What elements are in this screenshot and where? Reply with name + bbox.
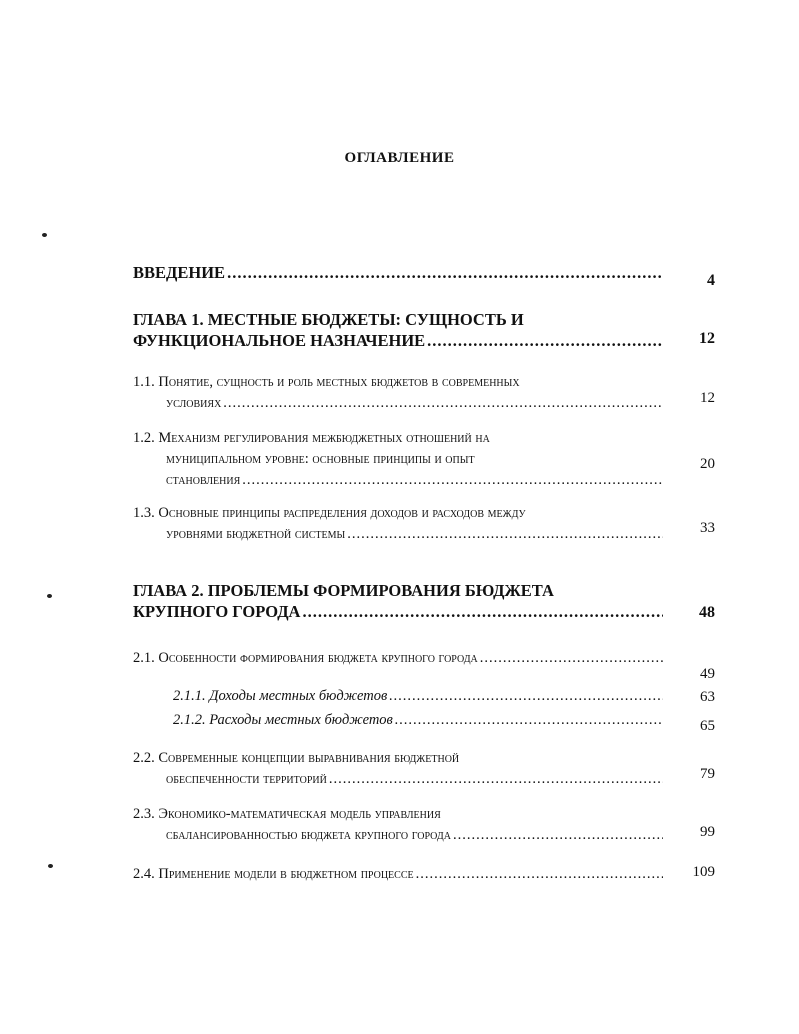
- leader-dots: [453, 825, 663, 846]
- toc-page-number: 65: [700, 718, 715, 734]
- toc-page-number: 79: [700, 766, 715, 782]
- toc-page-number: 4: [707, 272, 715, 289]
- toc-label: 1.2. Механизм регулирования межбюджетных отношений на: [133, 430, 490, 446]
- toc-page-number: 33: [700, 520, 715, 536]
- leader-dots: [302, 601, 663, 622]
- toc-label: 2.2. Современные концепции выравнивания бюджетной: [133, 750, 460, 766]
- toc-label: ГЛАВА 1. МЕСТНЫЕ БЮДЖЕТЫ: СУЩНОСТЬ И: [133, 310, 524, 329]
- toc-page-number: 99: [700, 824, 715, 840]
- toc-label: КРУПНОГО ГОРОДА: [133, 602, 301, 621]
- toc-page-number: 109: [692, 864, 715, 880]
- toc-page-number: 48: [699, 604, 715, 621]
- toc-label: уровнями бюджетной системы: [166, 526, 346, 542]
- toc-entry-section-2-3[interactable]: [133, 804, 663, 846]
- toc-label: 1.3. Основные принципы распределения доходов и расходов между: [133, 505, 526, 521]
- toc-label: ФУНКЦИОНАЛЬНОЕ НАЗНАЧЕНИЕ: [133, 331, 426, 350]
- toc-label: 2.4. Применение модели в бюджетном процессе: [133, 866, 414, 882]
- scan-speck: [48, 864, 53, 868]
- toc-label: становления: [166, 472, 241, 488]
- toc-label: обеспеченности территорий: [166, 771, 327, 787]
- toc-entry-introduction[interactable]: [133, 262, 663, 283]
- toc-label: условиях: [166, 395, 222, 411]
- page-title: ОГЛАВЛЕНИЕ: [344, 150, 455, 166]
- toc-entry-section-2-2[interactable]: [133, 748, 663, 790]
- leader-dots: [242, 470, 663, 491]
- toc-label: сбалансированностью бюджета крупного города: [166, 827, 451, 843]
- leader-dots: [389, 686, 663, 707]
- toc-entry-section-1-2[interactable]: [133, 428, 663, 491]
- toc-entry-section-2-1[interactable]: [133, 648, 663, 669]
- toc-page-number: 63: [700, 689, 715, 705]
- toc-entry-section-1-1[interactable]: [133, 372, 663, 414]
- leader-dots: [347, 524, 663, 545]
- leader-dots: [329, 769, 663, 790]
- toc-label: муниципальном уровне: основные принципы и опыт: [166, 451, 475, 467]
- toc-entry-section-1-3[interactable]: [133, 503, 663, 545]
- leader-dots: [427, 330, 663, 351]
- leader-dots: [395, 710, 663, 731]
- toc-entry-section-2-4[interactable]: [133, 864, 663, 885]
- toc-page-number: 12: [699, 330, 715, 347]
- toc-entry-subsection-2-1-2[interactable]: [133, 710, 663, 731]
- leader-dots: [227, 262, 663, 283]
- toc-label: ГЛАВА 2. ПРОБЛЕМЫ ФОРМИРОВАНИЯ БЮДЖЕТА: [133, 581, 554, 600]
- toc-page-number: 49: [700, 666, 715, 682]
- toc-label: 2.1.2. Расходы местных бюджетов: [173, 712, 393, 728]
- scan-speck: [47, 594, 52, 598]
- leader-dots: [480, 648, 663, 669]
- toc-label: 2.1.1. Доходы местных бюджетов: [173, 688, 388, 704]
- toc-entry-chapter-2[interactable]: [133, 580, 663, 622]
- toc-label: 2.1. Особенности формирования бюджета крупного города: [133, 650, 478, 666]
- toc-label: 1.1. Понятие, сущность и роль местных бюджетов в современных: [133, 374, 520, 390]
- leader-dots: [416, 864, 663, 885]
- toc-page-number: 20: [700, 456, 715, 472]
- toc-label: ВВЕДЕНИЕ: [133, 263, 226, 282]
- toc-page-number: 12: [700, 390, 715, 406]
- toc-entry-chapter-1[interactable]: [133, 309, 663, 351]
- toc-entry-subsection-2-1-1[interactable]: [133, 686, 663, 707]
- leader-dots: [223, 393, 663, 414]
- toc-label: 2.3. Экономико-математическая модель управления: [133, 806, 441, 822]
- scan-speck: [42, 233, 47, 237]
